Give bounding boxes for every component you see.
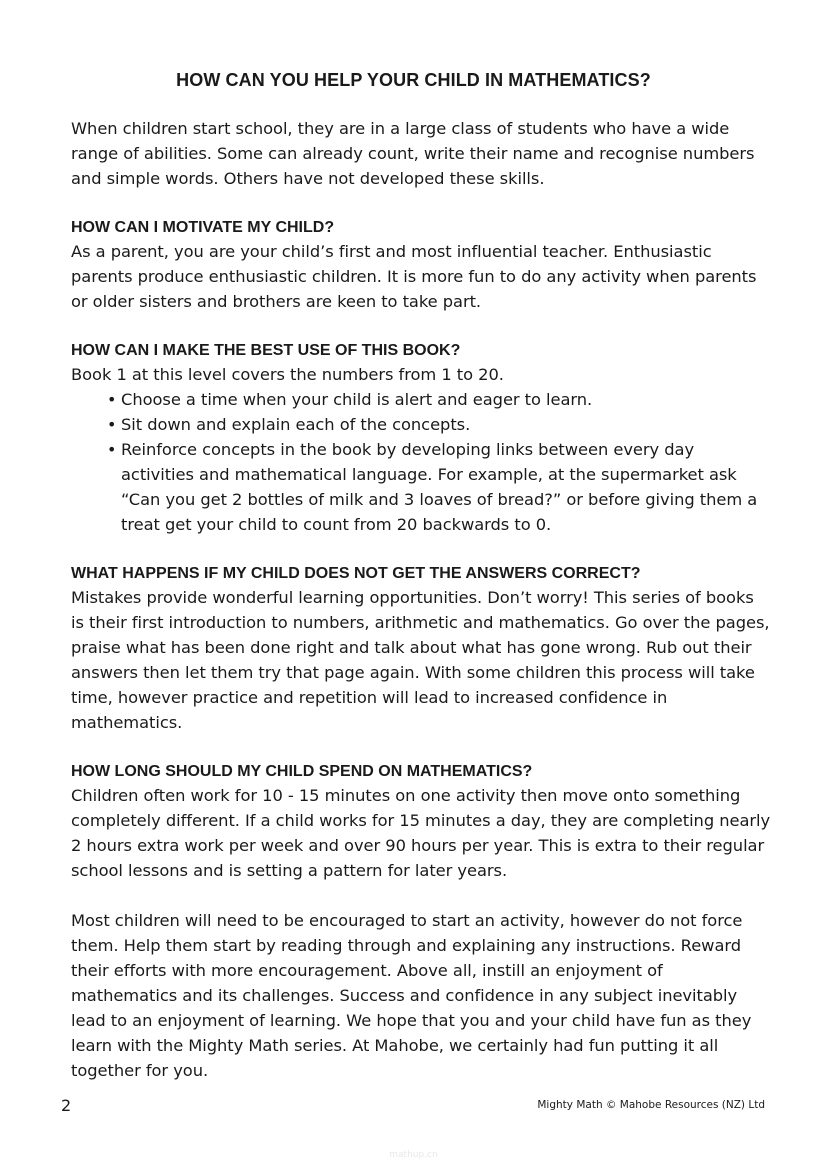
section-paragraph-best-use: Book 1 at this level covers the numbers from 1 to 20. bbox=[71, 365, 504, 384]
watermark: mathup.cn bbox=[389, 1150, 438, 1160]
page-number: 2 bbox=[61, 1096, 72, 1115]
copyright-credit: Mighty Math © Mahobe Resources (NZ) Ltd bbox=[537, 1099, 765, 1111]
section-heading-motivate: HOW CAN I MOTIVATE MY CHILD? bbox=[71, 219, 335, 236]
list-item-text: Choose a time when your child is alert and eager to learn. bbox=[121, 390, 593, 409]
bullet-icon: • bbox=[107, 390, 117, 409]
section-paragraph-motivate: As a parent, you are your child’s first and most influential teacher. Enthusiastic parents produce enthusiastic children. It is more fun to do any activity when parents or older sisters and brothers are keen to take part. bbox=[71, 242, 757, 311]
closing-paragraph: Most children will need to be encouraged to start an activity, however do not force them. Help them start by reading through and explaining any instructions. Reward their efforts with more encouragement. Above all, instill an enjoyment of mathematics and its challenges. Success and confidence in any subject inevitably lead to an enjoyment of learning. We hope that you and your child have fun as they learn with the Mighty Math series. At Mahobe, we certainly had fun putting it all together for you. bbox=[71, 911, 752, 1080]
document-body bbox=[71, 116, 771, 1083]
list-item bbox=[106, 412, 771, 437]
section-heading-best-use: HOW CAN I MAKE THE BEST USE OF THIS BOOK? bbox=[71, 342, 461, 359]
list-item bbox=[106, 387, 771, 412]
tips-list bbox=[71, 387, 771, 537]
section-heading-time: HOW LONG SHOULD MY CHILD SPEND ON MATHEMATICS? bbox=[71, 763, 533, 780]
section-paragraph-answers: Mistakes provide wonderful learning opportunities. Don’t worry! This series of books is their first introduction to numbers, arithmetic and mathematics. Go over the pages, praise what has been done right and talk about what has gone wrong. Rub out their answers then let them try that page again. With some children this process will take time, however practice and repetition will lead to increased confidence in mathematics. bbox=[71, 588, 770, 732]
list-item-text: Reinforce concepts in the book by developing links between every day activities and mathematical language. For example, at the supermarket ask “Can you get 2 bottles of milk and 3 loaves of bread?” or before giving them a treat get your child to count from 20 backwards to 0. bbox=[121, 440, 758, 534]
bullet-icon: • bbox=[107, 415, 117, 434]
page-title: HOW CAN YOU HELP YOUR CHILD IN MATHEMATICS? bbox=[176, 70, 651, 90]
list-item-text: Sit down and explain each of the concepts. bbox=[121, 415, 471, 434]
list-item bbox=[106, 437, 771, 537]
bullet-icon: • bbox=[107, 440, 117, 459]
section-heading-answers: WHAT HAPPENS IF MY CHILD DOES NOT GET THE ANSWERS CORRECT? bbox=[71, 565, 641, 582]
section-paragraph-time: Children often work for 10 - 15 minutes on one activity then move onto something completely different. If a child works for 15 minutes a day, they are completing nearly 2 hours extra work per week and over 90 hours per year. This is extra to their regular school lessons and is setting a pattern for later years. bbox=[71, 786, 771, 880]
intro-paragraph: When children start school, they are in a large class of students who have a wide range of abilities. Some can already count, write their name and recognise numbers and simple words. Others have not developed these skills. bbox=[71, 119, 755, 188]
